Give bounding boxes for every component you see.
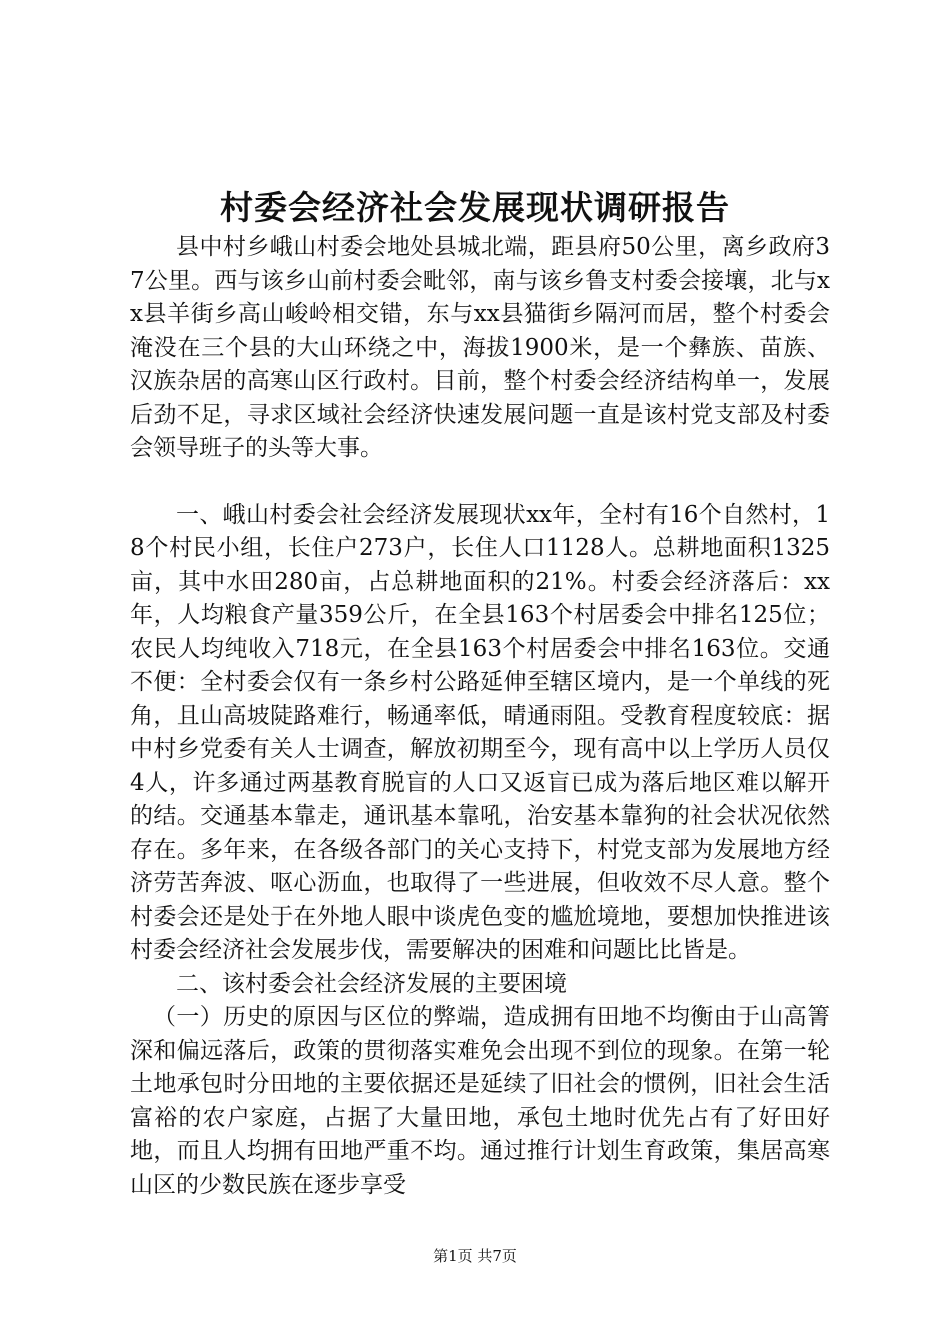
document-title: 村委会经济社会发展现状调研报告 <box>220 188 730 227</box>
paragraph-section-2-1: （一）历史的原因与区位的弊端，造成拥有田地不均衡由于山高箐深和偏远落后，政策的贯彻落实难免会出现不到位的现象。在第一轮土地承包时分田地的主要依据还是延续了旧社会的惯例，旧社会生活富裕的农户家庭，占据了大量田地，承包土地时优先占有了好田好地，而且人均拥有田地严重不均。通过推行计划生育政策，集居高寒山区的少数民族在逐步享受 <box>130 1004 830 1198</box>
document-body <box>130 231 830 1202</box>
paragraph-intro: 县中村乡峨山村委会地处县城北端，距县府50公里，离乡政府37公里。西与该乡山前村委会毗邻，南与该乡鲁支村委会接壤，北与xx县羊街乡高山峻岭相交错，东与xx县猫街乡隔河而居，整个村委会淹没在三个县的大山环绕之中，海拔1900米，是一个彝族、苗族、汉族杂居的高寒山区行政村。目前，整个村委会经济结构单一，发展后劲不足，寻求区域社会经济快速发展问题一直是该村党支部及村委会领导班子的头等大事。 <box>130 234 830 461</box>
page-footer: 第1页 共7页 <box>433 1247 517 1265</box>
paragraph-section-2-heading: 二、该村委会社会经济发展的主要困境 <box>176 970 567 997</box>
paragraph-section-1: 一、峨山村委会社会经济发展现状xx年，全村有16个自然村，18个村民小组，长住户273户，长住人口1128人。总耕地面积1325亩，其中水田280亩，占总耕地面积的21%。村委会经济落后：xx年，人均粮食产量359公斤，在全县163个村居委会中排名125位；农民人均纯收入718元，在全县163个村居委会中排名163位。交通不便：全村委会仅有一条乡村公路延伸至辖区境内，是一个单线的死角，且山高坡陡路难行，畅通率低，晴通雨阻。受教育程度较底：据中村乡党委有关人士调查，解放初期至今，现有高中以上学历人员仅4人，许多通过两基教育脱盲的人口又返盲已成为落后地区难以解开的结。交通基本靠走，通讯基本靠吼，治安基本靠狗的社会状况依然存在。多年来，在各级各部门的关心支持下，村党支部为发展地方经济劳苦奔波、呕心沥血，也取得了一些进展，但收效不尽人意。整个村委会还是处于在外地人眼中谈虎色变的尴尬境地，要想加快推进该村委会经济社会发展步伐，需要解决的困难和问题比比皆是。 <box>130 501 830 963</box>
